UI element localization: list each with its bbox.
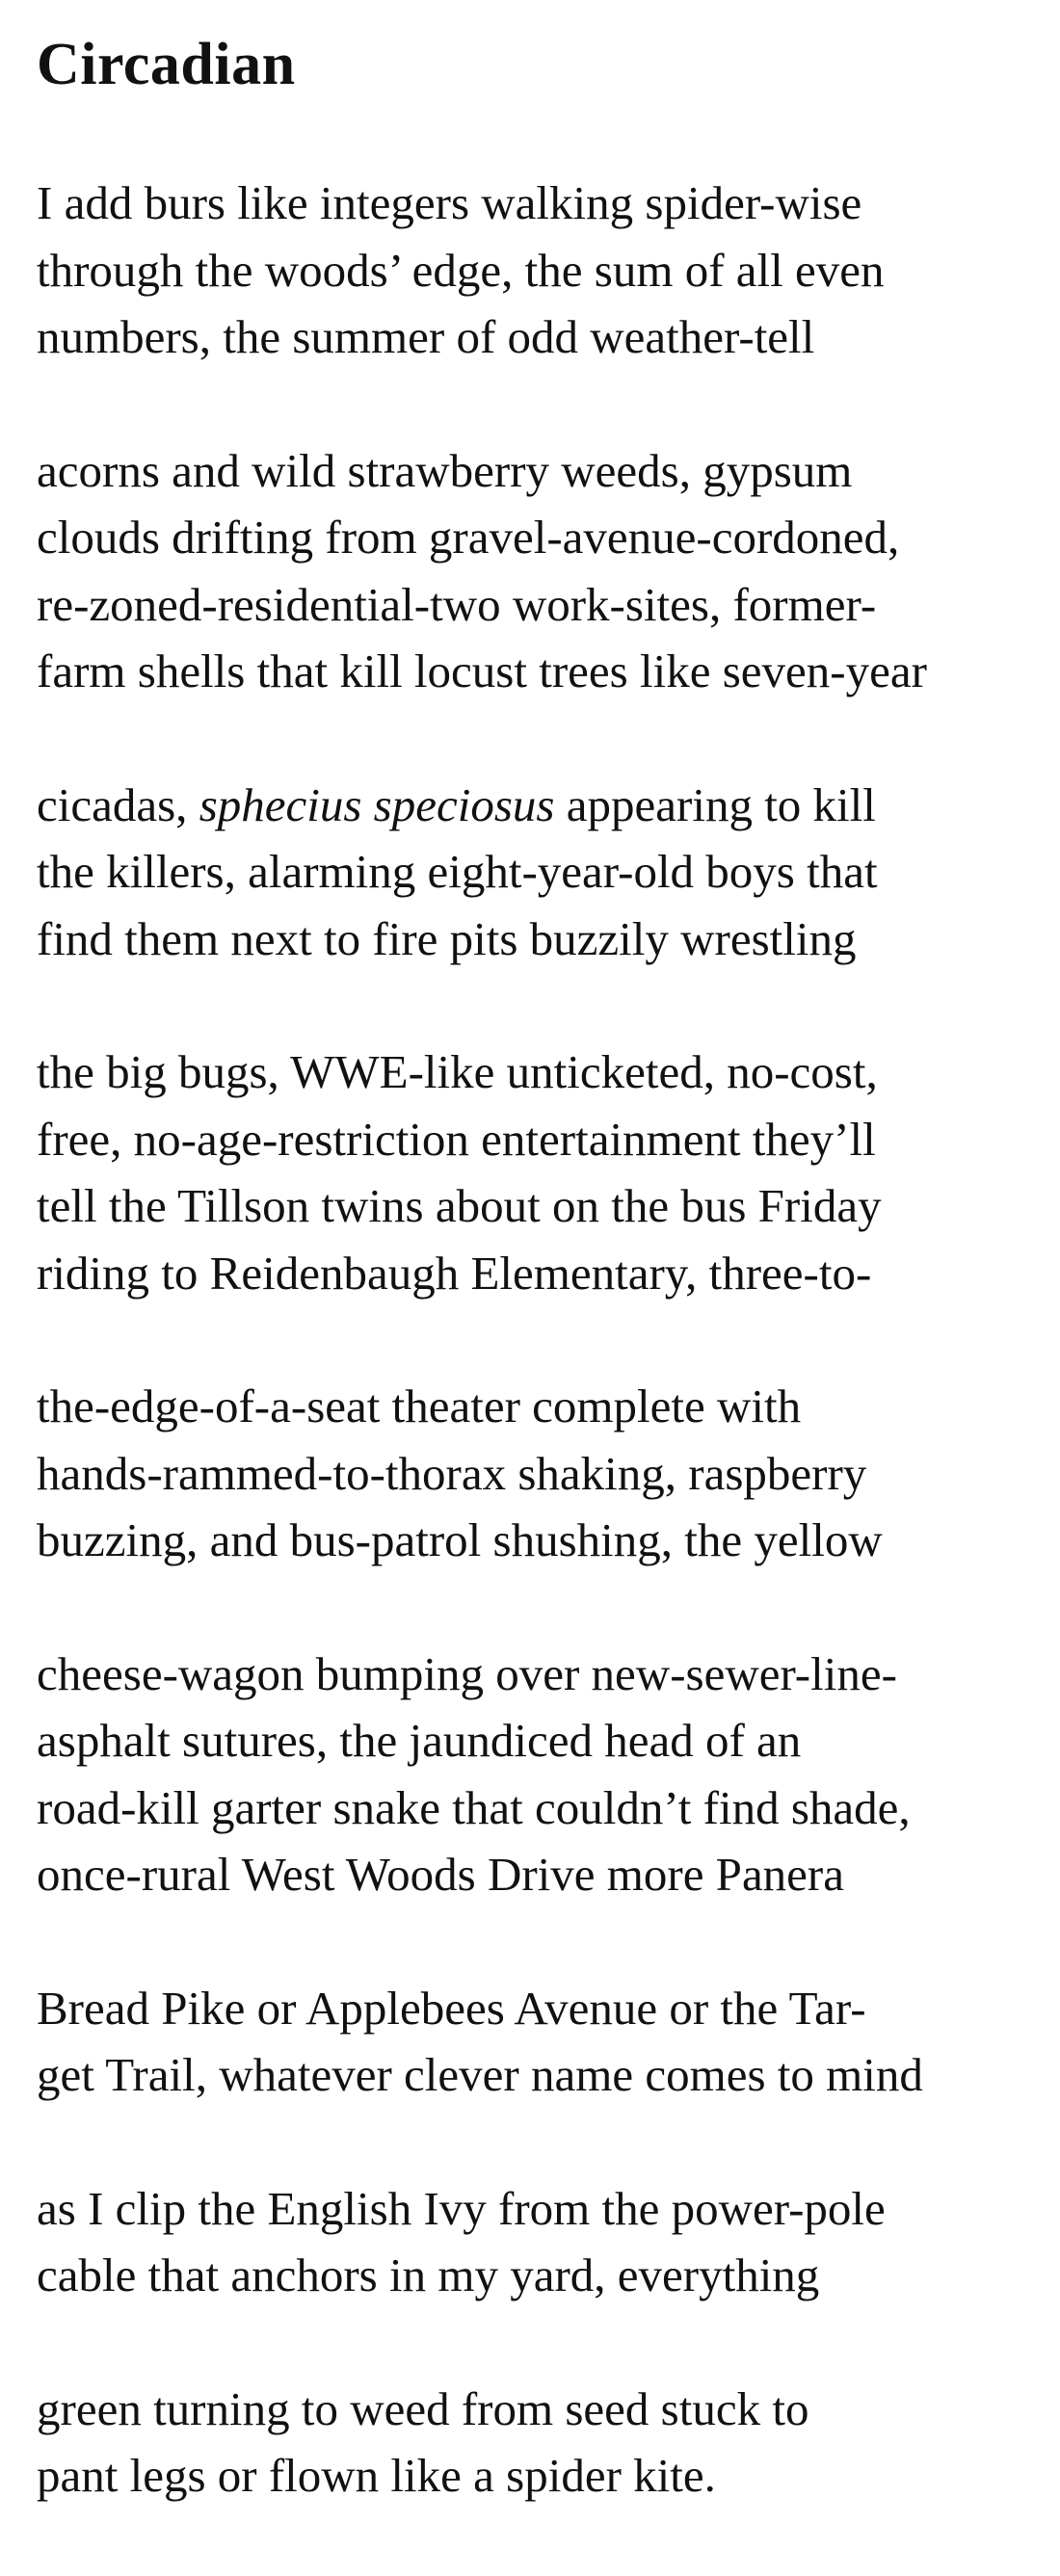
poem-line-text: cicadas, [37, 777, 199, 831]
poem-line: numbers, the summer of odd weather-tell [37, 310, 815, 363]
poem-line: cable that anchors in my yard, everything [37, 2248, 820, 2301]
poem-line: Bread Pike or Applebees Avenue or the Tar- [37, 1981, 866, 2035]
poem-line: farm shells that kill locust trees like seven-year [37, 644, 927, 697]
poem-line: cheese-wagon bumping over new-sewer-line- [37, 1646, 897, 1700]
stanza [37, 1373, 1039, 1574]
poem-line: tell the Tillson twins about on the bus Friday [37, 1179, 882, 1232]
stanza [37, 2175, 1039, 2309]
poem-line: the big bugs, WWE-like unticketed, no-cost, [37, 1045, 878, 1098]
poem-line [37, 772, 1039, 839]
stanza [37, 772, 1039, 973]
stanza [37, 1038, 1039, 1306]
poem-line: find them next to fire pits buzzily wrestling [37, 911, 857, 965]
poem-line: re-zoned-residential-two work-sites, former- [37, 577, 877, 631]
poem-line: the killers, alarming eight-year-old boys that [37, 845, 878, 898]
poem-line: the-edge-of-a-seat theater complete with [37, 1380, 802, 1433]
stanza [37, 1641, 1039, 1908]
poem-line: green turning to weed from seed stuck to [37, 2381, 809, 2435]
stanza [37, 2376, 1039, 2510]
species-name: sphecius speciosus [199, 777, 555, 831]
poem-line: once-rural West Woods Drive more Panera [37, 1848, 845, 1901]
poem-line: buzzing, and bus-patrol shushing, the yellow [37, 1513, 883, 1566]
poem-line: free, no-age-restriction entertainment they’ll [37, 1112, 876, 1166]
poem-line: clouds drifting from gravel-avenue-cordoned, [37, 511, 900, 564]
poem-line: asphalt sutures, the jaundiced head of an [37, 1714, 802, 1767]
poem-line: road-kill garter snake that couldn’t find shade, [37, 1780, 911, 1834]
poem-line: I add burs like integers walking spider-wise [37, 176, 862, 229]
stanza [37, 1975, 1039, 2109]
poem-line: pant legs or flown like a spider kite. [37, 2449, 716, 2502]
poem-line: hands-rammed-to-thorax shaking, raspberry [37, 1446, 867, 1500]
poem-line: as I clip the English Ivy from the power-pole [37, 2181, 886, 2235]
poem-line-text: appearing to kill [554, 777, 876, 831]
stanza [37, 170, 1039, 371]
poem-line: riding to Reidenbaugh Elementary, three-to- [37, 1246, 872, 1300]
poem-title: Circadian [37, 32, 296, 97]
poem-line: acorns and wild strawberry weeds, gypsum [37, 443, 853, 497]
poem-line: get Trail, whatever clever name comes to mind [37, 2048, 923, 2101]
stanza [37, 437, 1039, 705]
poem-line: through the woods’ edge, the sum of all even [37, 243, 885, 297]
poem-body [37, 170, 1039, 2576]
